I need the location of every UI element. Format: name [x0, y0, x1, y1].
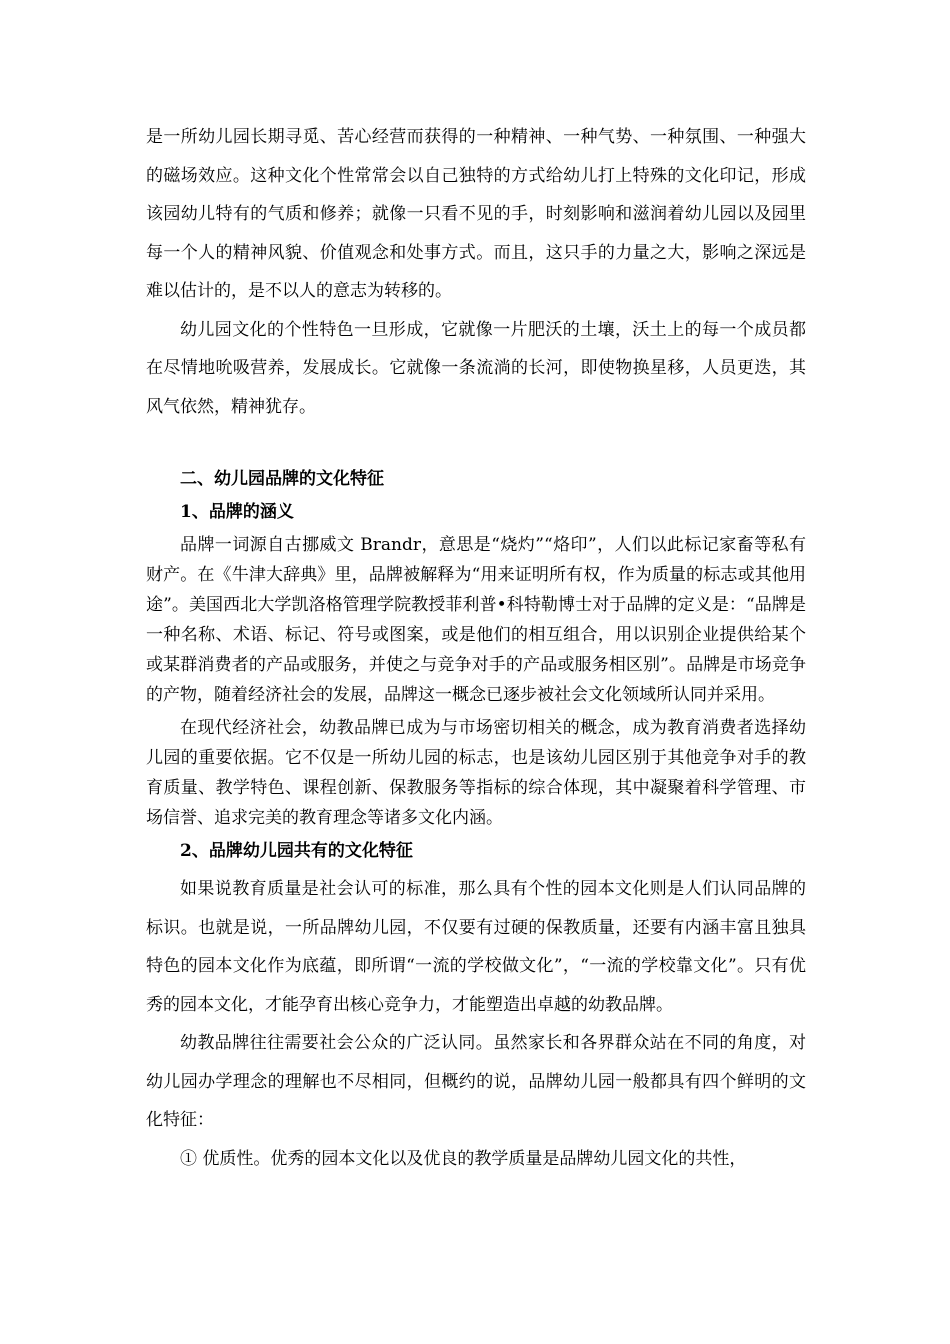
paragraph-brand-modern: 在现代经济社会，幼教品牌已成为与市场密切相关的概念，成为教育消费者选择幼儿园的重要依据。它不仅是一所幼儿园的标志，也是该幼儿园区别于其他竞争对手的教育质量、教学特色、课程创新、保教服务等指标的综合体现，其中凝聚着科学管理、市场信誉、追求完美的教育理念等诸多文化内涵。	[146, 718, 806, 828]
section-heading-brand-culture: 二、幼儿园品牌的文化特征	[180, 469, 384, 489]
paragraph-public-recognition: 幼教品牌往往需要社会公众的广泛认同。虽然家长和各界群众站在不同的角度，对幼儿园办学理念的理解也不尽相同，但概约的说，品牌幼儿园一般都具有四个鲜明的文化特征：	[146, 1033, 806, 1130]
paragraph-brand-definition: 品牌一词源自古挪威文 Brandr，意思是“烧灼”“烙印”，人们以此标记家畜等私有财产。在《牛津大辞典》里，品牌被解释为“用来证明所有权，作为质量的标志或其他用途”。美国西北大学凯洛格管理学院教授菲利普•科特勒博士对于品牌的定义是：“品牌是一种名称、术语、标记、符号或图案，或是他们的相互组合，用以识别企业提供给某个或某群消费者的产品或服务，并使之与竞争对手的产品或服务相区别”。品牌是市场竞争的产物，随着经济社会的发展，品牌这一概念已逐步被社会文化领域所认同并采用。	[146, 535, 806, 705]
paragraph-culture-personality: 是一所幼儿园长期寻觅、苦心经营而获得的一种精神、一种气势、一种氛围、一种强大的磁场效应。这种文化个性常常会以自己独特的方式给幼儿打上特殊的文化印记，形成该园幼儿特有的气质和修养；就像一只看不见的手，时刻影响和滋润着幼儿园以及园里每一个人的精神风貌、价值观念和处事方式。而且，这只手的力量之大，影响之深远是难以估计的，是不以人的意志为转移的。	[146, 127, 806, 301]
subheading-shared-features: 2、品牌幼儿园共有的文化特征	[180, 841, 413, 861]
section-spacer	[146, 426, 806, 464]
paragraph-culture-formation: 幼儿园文化的个性特色一旦形成，它就像一片肥沃的土壤，沃土上的每一个成员都在尽情地吮吸营养，发展成长。它就像一条流淌的长河，即使物换星移，人员更迭，其风气依然，精神犹存。	[146, 319, 806, 417]
document-page	[146, 118, 806, 1178]
paragraph-quality-standard: 如果说教育质量是社会认可的标准，那么具有个性的园本文化则是人们认同品牌的标识。也就是说，一所品牌幼儿园，不仅要有过硬的保教质量，还要有内涵丰富且独具特色的园本文化作为底蕴，即所谓“一流的学校做文化”，“一流的学校靠文化”。只有优秀的园本文化，才能孕育出核心竞争力，才能塑造出卓越的幼教品牌。	[146, 879, 806, 1015]
paragraph-feature-quality: ① 优质性。优秀的园本文化以及优良的教学质量是品牌幼儿园文化的共性，	[180, 1148, 747, 1169]
subheading-brand-meaning: 1、品牌的涵义	[180, 502, 294, 522]
